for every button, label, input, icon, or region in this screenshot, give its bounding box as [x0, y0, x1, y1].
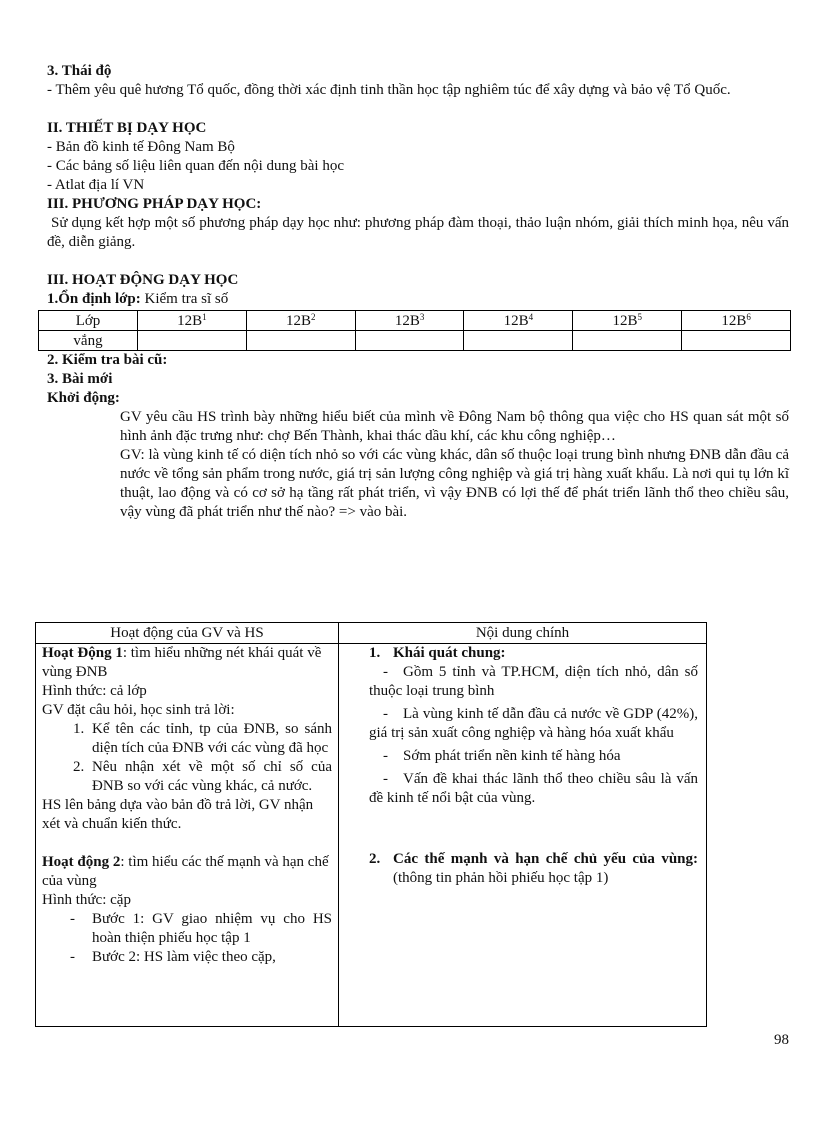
step2-line: 2. Kiểm tra bài cũ:: [47, 352, 168, 368]
equipment-heading: II. THIẾT BỊ DẠY HỌC: [47, 120, 207, 136]
act1-heading: Hoạt Động 1: tìm hiểu những nét khái quát về vùng ĐNB: [42, 645, 322, 680]
absent-cell: [138, 331, 247, 351]
act2-step-list: [42, 910, 332, 967]
class-cell: $12B^4$: [464, 311, 573, 331]
step1-text: Kiểm tra sĩ số: [140, 291, 229, 307]
warmup-label: Khởi động:: [47, 390, 120, 406]
list-item: - Sớm phát triển nền kinh tế hàng hóa: [383, 748, 621, 764]
equipment-item: - Bản đồ kinh tế Đông Nam Bộ: [47, 139, 235, 155]
activities-cell: [36, 644, 339, 1027]
row-label-absent: vắng: [39, 331, 138, 351]
warmup-paragraph-2: GV: là vùng kinh tế có diện tích nhỏ so với các vùng khác, dân số thuộc loại trung bình nhưng ĐNB dẫn đầu cả nước về tổng sản phẩm trong nước, giá trị sản lượng công nghiệp và giá trị hàng xuất khẩu. Là nơi qui tụ lớn kĩ thuật, lao động và có cơ sở hạ tầng rất phát triển, vì vậy ĐNB có lợi thế để phát triển lãnh thổ theo chiều sâu, vậy vùng đã phát triển như thế nào? => vào bài.: [120, 447, 789, 520]
equipment-item: - Atlat địa lí VN: [47, 177, 145, 193]
attitude-text: - Thêm yêu quê hương Tổ quốc, đồng thời xác định tinh thần học tập nghiêm túc để xây dựng và bảo vệ Tổ Quốc.: [47, 82, 731, 98]
absent-cell: [355, 331, 464, 351]
act2-heading: Hoạt động 2: tìm hiểu các thế mạnh và hạn chế của vùng: [42, 854, 329, 889]
absent-cell: [246, 331, 355, 351]
list-item: - Bước 1: GV giao nhiệm vụ cho HS hoàn thiện phiếu học tập 1: [42, 910, 332, 948]
lesson-table: [35, 622, 707, 1027]
methods-heading: III. PHƯƠNG PHÁP DẠY HỌC:: [47, 196, 262, 212]
equipment-item: - Các bảng số liệu liên quan đến nội dung bài học: [47, 158, 345, 174]
class-cell: $12B^5$: [573, 311, 682, 331]
col-header-activities: Hoạt động của GV và HS: [36, 623, 339, 644]
class-cell: $12B^6$: [682, 311, 791, 331]
attitude-heading: 3. Thái độ: [47, 63, 112, 79]
step3-line: 3. Bài mới: [47, 371, 113, 387]
page-number: 98: [774, 1032, 789, 1048]
act2-form: Hình thức: cặp: [42, 892, 131, 908]
step1-line: [47, 290, 789, 309]
content2-heading: 2. Các thế mạnh và hạn chế chủ yếu của vùng: (thông tin phản hồi phiếu học tập 1): [369, 851, 698, 886]
act1-question-list: [42, 720, 332, 796]
warmup-paragraph-1: GV yêu cầu HS trình bày những hiểu biết của mình về Đông Nam bộ thông qua việc cho HS quan sát một số hình ảnh đặc trưng như: chợ Bến Thành, khai thác dầu khí, các khu công nghiệp…: [120, 409, 789, 444]
absent-cell: [682, 331, 791, 351]
class-cell: $12B^3$: [355, 311, 464, 331]
list-item: - Bước 2: HS làm việc theo cặp,: [42, 948, 332, 967]
row-label-class: Lớp: [39, 311, 138, 331]
content-cell: [339, 644, 707, 1027]
list-item: 2. Nêu nhận xét về một số chỉ số của ĐNB so với các vùng khác, cả nước.: [88, 758, 332, 796]
act1-form: Hình thức: cả lớp: [42, 683, 147, 699]
list-item: 1. Kể tên các tỉnh, tp của ĐNB, so sánh diện tích của ĐNB với các vùng đã học: [88, 720, 332, 758]
attendance-table: [38, 310, 791, 351]
list-item: - Là vùng kinh tế dẫn đầu cả nước về GDP (42%), giá trị sản xuất công nghiệp và hàng hóa xuất khẩu: [369, 706, 698, 741]
methods-text: Sử dụng kết hợp một số phương pháp dạy học như: phương pháp đàm thoại, thảo luận nhóm, giải thích minh họa, nêu vấn đề, diễn giảng.: [47, 215, 789, 250]
table-row: [36, 644, 707, 1027]
list-item: - Gồm 5 tỉnh và TP.HCM, diện tích nhỏ, dân số thuộc loại trung bình: [369, 664, 698, 699]
table-header-row: [36, 623, 707, 644]
class-cell: $12B^2$: [246, 311, 355, 331]
absent-cell: [573, 331, 682, 351]
page-body: [47, 62, 789, 522]
act1-intro: GV đặt câu hỏi, học sinh trả lời:: [42, 702, 235, 718]
act1-end: HS lên bảng dựa vào bản đồ trả lời, GV nhận xét và chuẩn kiến thức.: [42, 797, 314, 832]
content1-heading: 1. Khái quát chung:: [369, 645, 506, 661]
class-cell: $12B^1$: [138, 311, 247, 331]
activities-heading: III. HOẠT ĐỘNG DẠY HỌC: [47, 272, 239, 288]
absent-cell: [464, 331, 573, 351]
table-row: [39, 311, 791, 331]
step1-label: 1.Ổn định lớp:: [47, 291, 141, 307]
table-row: [39, 331, 791, 351]
list-item: - Vấn đề khai thác lãnh thổ theo chiều sâu là vấn đề kinh tế nổi bật của vùng.: [369, 771, 698, 806]
col-header-content: Nội dung chính: [339, 623, 707, 644]
